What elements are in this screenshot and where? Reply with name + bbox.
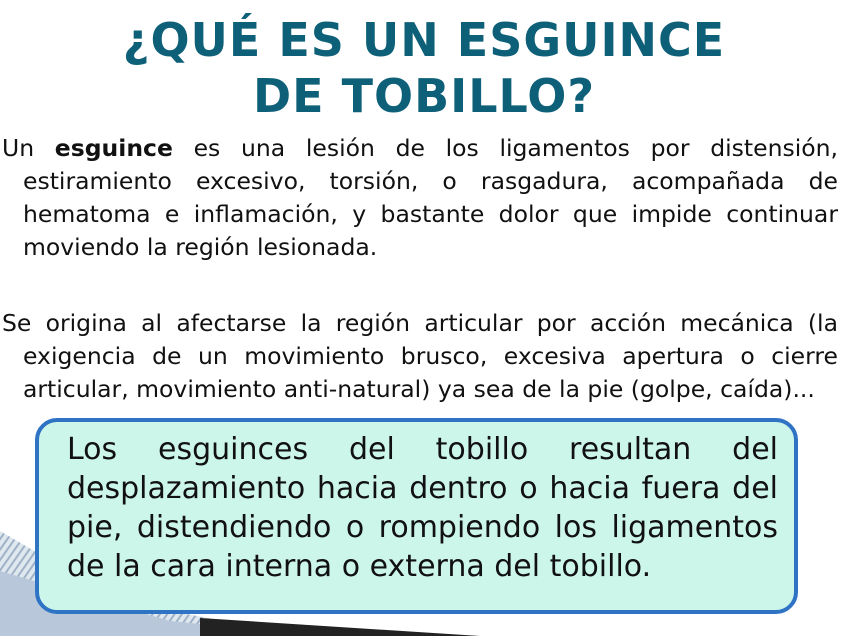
title-line-2: DE TOBILLO?	[252, 69, 596, 123]
paragraph-lead: Un	[2, 134, 55, 162]
callout-text: Los esguinces del tobillo resultan del desplazamiento hacia dentro o hacia fuera del pie, distendiendo o rompiendo los ligamentos de la cara interna o externa del tobillo.	[67, 432, 778, 584]
page-title	[0, 12, 848, 124]
paragraph-origin: Se origina al afectarse la región articular por acción mecánica (la exigencia de un movimiento brusco, excesiva apertura o cierre articular, movimiento anti-natural) ya sea de la pie (golpe, caída)...	[2, 309, 838, 403]
title-line-1: ¿QUÉ ES UN ESGUINCE	[122, 13, 726, 67]
paragraph-definition	[2, 132, 838, 264]
callout-box	[35, 418, 798, 614]
paragraph-rest: es una lesión de los ligamentos por distensión, estiramiento excesivo, torsión, o rasgadura, acompañada de hematoma e inflamación, y bastante dolor que impide continuar moviendo la región lesionada.	[23, 134, 838, 261]
term-esguince: esguince	[54, 134, 173, 162]
